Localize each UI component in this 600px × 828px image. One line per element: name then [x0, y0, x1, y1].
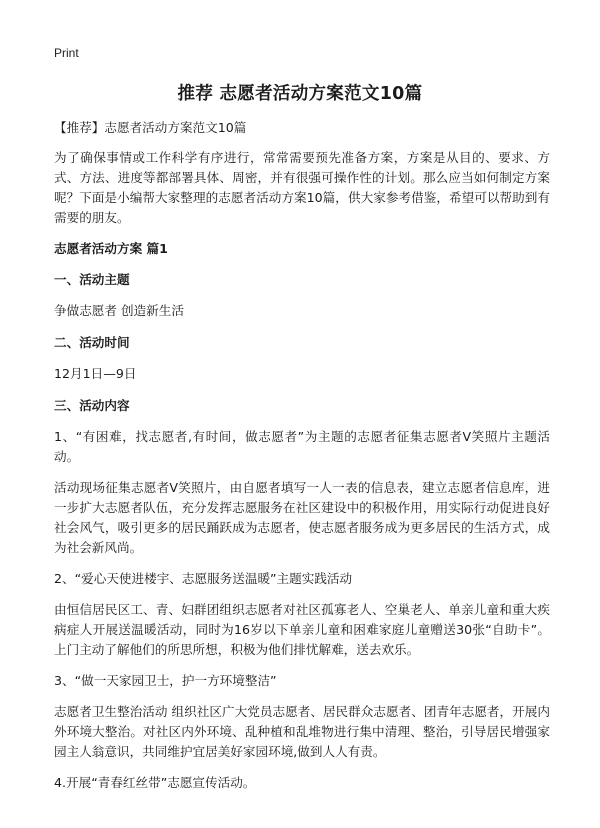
item1-text: 活动现场征集志愿者V笑照片，由自愿者填写一人一表的信息表，建立志愿者信息库，进一步扩大志愿者队伍，充分发挥志愿服务在社区建设中的积极作用，用实际行动促进良好社会风气，吸引更多的居民踊跃成为志愿者，使志愿者服务成为更多居民的生活方式，成为社会新风尚。	[54, 480, 550, 555]
item2-text: 由恒信居民区工、青、妇群团组织志愿者对社区孤寡老人、空巢老人、单亲儿童和重大疾病症人开展送温暖活动，同时为16岁以下单亲儿童和困难家庭儿童赠送30张“自助卡”。上门主动了解他们的所思所想，积极为他们排忧解难，送去欢乐。	[54, 602, 550, 657]
item3-title: 3、“做一天家园卫士，护一方环境整洁”	[54, 673, 277, 688]
item2-title: 2、“爱心天使进楼宇、志愿服务送温暖”主题实践活动	[54, 571, 353, 586]
page-title: 推荐 志愿者活动方案范文10篇	[177, 84, 423, 104]
time-heading: 二、活动时间	[54, 335, 130, 350]
section-title: 志愿者活动方案 篇1	[54, 241, 168, 256]
intro-tag: 【推荐】志愿者活动方案范文10篇	[54, 120, 247, 135]
item4-title: 4.开展“青春红丝带”志愿宣传活动。	[54, 775, 256, 790]
intro-paragraph: 为了确保事情或工作科学有序进行，常常需要预先准备方案，方案是从目的、要求、方式、方法、进度等都部署具体、周密，并有很强可操作性的计划。那么应当如何制定方案呢？下面是小编帮大家整理的志愿者活动方案10篇，供大家参考借鉴，希望可以帮助到有需要的朋友。	[54, 150, 550, 225]
item1-title: 1、“有困难，找志愿者,有时间，做志愿者”为主题的志愿者征集志愿者V笑照片主题活动。	[54, 429, 550, 464]
time-text: 12月1日—9日	[54, 366, 137, 381]
document-body	[54, 118, 550, 804]
item3-text: 志愿者卫生整治活动 组织社区广大党员志愿者、居民群众志愿者、团青年志愿者，开展内外环境大整治。对社区内外环境、乱种植和乱堆物进行集中清理、整治，引导居民增强家园主人翁意识，共同维护宜居美好家园环境,做到人人有责。	[54, 704, 550, 759]
theme-heading: 一、活动主题	[54, 272, 130, 287]
print-link[interactable]: Print	[54, 46, 79, 60]
content-heading: 三、活动内容	[54, 398, 130, 413]
theme-text: 争做志愿者 创造新生活	[54, 303, 184, 318]
